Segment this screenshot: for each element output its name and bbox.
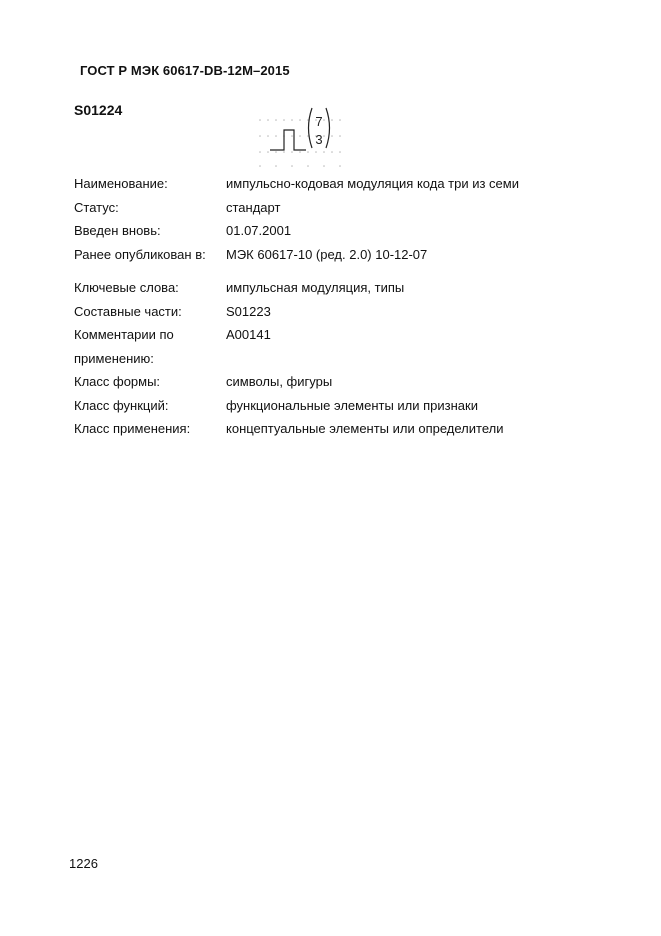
- property-value: импульсная модуляция, типы: [226, 280, 405, 295]
- grid-dots: [259, 119, 341, 167]
- property-row: [74, 172, 594, 196]
- symbol-properties: [74, 172, 594, 441]
- property-row: [74, 417, 594, 441]
- property-row: [74, 323, 594, 370]
- document-header: ГОСТ Р МЭК 60617-DB-12M–2015: [80, 63, 290, 78]
- property-label: Ранее опубликован в:: [74, 246, 206, 262]
- pulse-waveform: [270, 130, 306, 150]
- property-value: концептуальные элементы или определители: [226, 421, 504, 436]
- property-row: [74, 196, 594, 220]
- property-value: S01223: [226, 303, 271, 319]
- property-value: импульсно-кодовая модуляция кода три из семи: [226, 176, 519, 191]
- property-label: Комментарии по применению:: [74, 327, 174, 366]
- left-bracket: [309, 108, 313, 148]
- property-row: [74, 300, 594, 324]
- figure-denominator: 3: [315, 132, 323, 147]
- property-row: [74, 219, 594, 243]
- property-value: символы, фигуры: [226, 374, 333, 389]
- property-row: [74, 370, 594, 394]
- property-value: МЭК 60617-10 (ред. 2.0) 10-12-07: [226, 246, 428, 262]
- property-label: Класс функций:: [74, 397, 169, 413]
- property-value: стандарт: [226, 199, 281, 215]
- property-label: Класс формы:: [74, 374, 161, 389]
- property-label: Класс применения:: [74, 421, 191, 436]
- property-label: Наименование:: [74, 176, 168, 191]
- right-bracket: [326, 108, 330, 148]
- figure-numerator: 7: [315, 114, 323, 129]
- property-label: Составные части:: [74, 303, 182, 319]
- page-number: 1226: [69, 856, 98, 871]
- property-row: [74, 276, 594, 300]
- property-row: [74, 394, 594, 418]
- symbol-code: S01224: [74, 102, 123, 118]
- pcm-three-of-seven-symbol: [256, 104, 346, 170]
- property-label: Ключевые слова:: [74, 280, 179, 295]
- property-value: 01.07.2001: [226, 223, 292, 238]
- property-value: A00141: [226, 327, 271, 342]
- property-value: функциональные элементы или признаки: [226, 397, 478, 413]
- property-label: Статус:: [74, 199, 119, 215]
- property-label: Введен вновь:: [74, 223, 161, 238]
- property-row: [74, 243, 594, 267]
